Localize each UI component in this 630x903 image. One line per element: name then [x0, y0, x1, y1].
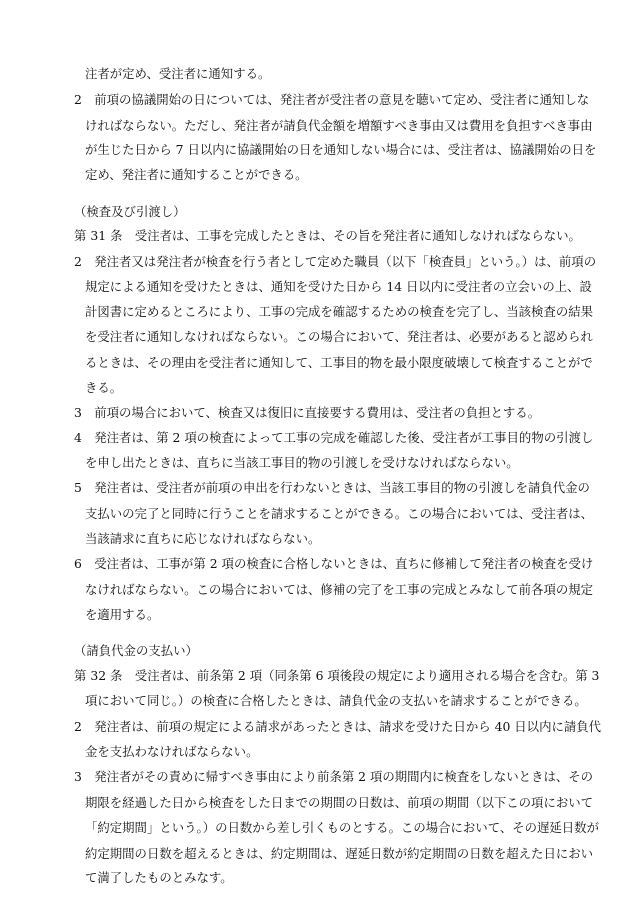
- text-line: 「約定期間」という。）の日数から差し引くものとする。この場合において、その遅延日数が: [85, 820, 599, 835]
- text-line: を受注者に通知しなければならない。この場合において、発注者は、必要があると認められ: [85, 329, 593, 344]
- text-line: 定め、発注者に通知することができる。: [85, 167, 308, 182]
- text-line: 金を支払わなければならない。: [85, 744, 259, 759]
- text-line: 期限を経過した日から検査をした日までの期間の日数は、前項の期間（以下この項において: [85, 795, 594, 810]
- text-line: を適用する。: [85, 607, 160, 622]
- text-line: が生じた日から 7 日以内に協議開始の日を通知しない場合には、受注者は、協議開始の日を: [85, 142, 597, 157]
- text-line: 規定による通知を受けたときは、通知を受けた日から 14 日以内に受注者の立会いの上、設: [85, 279, 592, 294]
- text-line: て満了したものとみなす。: [85, 870, 233, 885]
- section-heading: （検査及び引渡し）: [74, 204, 186, 219]
- text-line: 当該請求に直ちに応じなければならない。: [85, 531, 321, 546]
- text-line: 3 前項の場合において、検査又は復旧に直接要する費用は、受注者の負担とする。: [74, 405, 541, 420]
- text-line: 2 前項の協議開始の日については、発注者が受注者の意見を聴いて定め、受注者に通知しな: [74, 92, 590, 107]
- text-line: きる。: [85, 380, 123, 395]
- section-heading: （請負代金の支払い）: [74, 643, 198, 658]
- text-line: 6 受注者は、工事が第 2 項の検査に合格しないときは、直ちに修補して発注者の検査を受け: [74, 556, 594, 571]
- text-line: なければならない。この場合においては、修補の完了を工事の完成とみなして前各項の規定: [85, 582, 594, 597]
- article-title: 第 32 条 受注者は、前条第 2 項（同条第 6 項後段の規定により適用される場合を含む。第 3: [74, 668, 600, 683]
- text-line: ければならない。ただし、発注者が請負代金額を増額すべき事由又は費用を負担すべき事由: [85, 118, 593, 133]
- text-line: 支払いの完了と同時に行うことを請求することができる。この場合においては、受注者は、: [85, 506, 594, 521]
- text-line: 4 発注者は、第 2 項の検査によって工事の完成を確認した後、受注者が工事目的物の引渡し: [74, 430, 594, 445]
- text-line: 2 発注者又は発注者が検査を行う者として定めた職員（以下「検査員」という。）は、前項の: [74, 254, 597, 269]
- article-title: 第 31 条 受注者は、工事を完成したときは、その旨を発注者に通知しなければならない。: [74, 228, 581, 243]
- text-line: 注者が定め、受注者に通知する。: [85, 66, 271, 81]
- text-line: 計図書に定めるところにより、工事の完成を確認するための検査を完了し、当該検査の結果: [85, 304, 594, 319]
- text-line: 約定期間の日数を超えるときは、約定期間は、遅延日数が約定期間の日数を超えた日におい: [85, 846, 594, 861]
- text-line: るときは、その理由を受注者に通知して、工事目的物を最小限度破壊して検査することがで: [85, 355, 593, 370]
- text-line: 5 発注者は、受注者が前項の申出を行わないときは、当該工事目的物の引渡しを請負代金の: [74, 480, 590, 495]
- text-line: を申し出たときは、直ちに当該工事目的物の引渡しを受けなければならない。: [85, 455, 519, 470]
- text-line: 項において同じ。）の検査に合格したときは、請負代金の支払いを請求することができる。: [85, 693, 587, 708]
- text-line: 3 発注者がその責めに帰すべき事由により前条第 2 項の期間内に検査をしないときは、その: [74, 769, 594, 784]
- text-line: 2 発注者は、前項の規定による請求があったときは、請求を受けた日から 40 日以内に請負代: [74, 719, 602, 734]
